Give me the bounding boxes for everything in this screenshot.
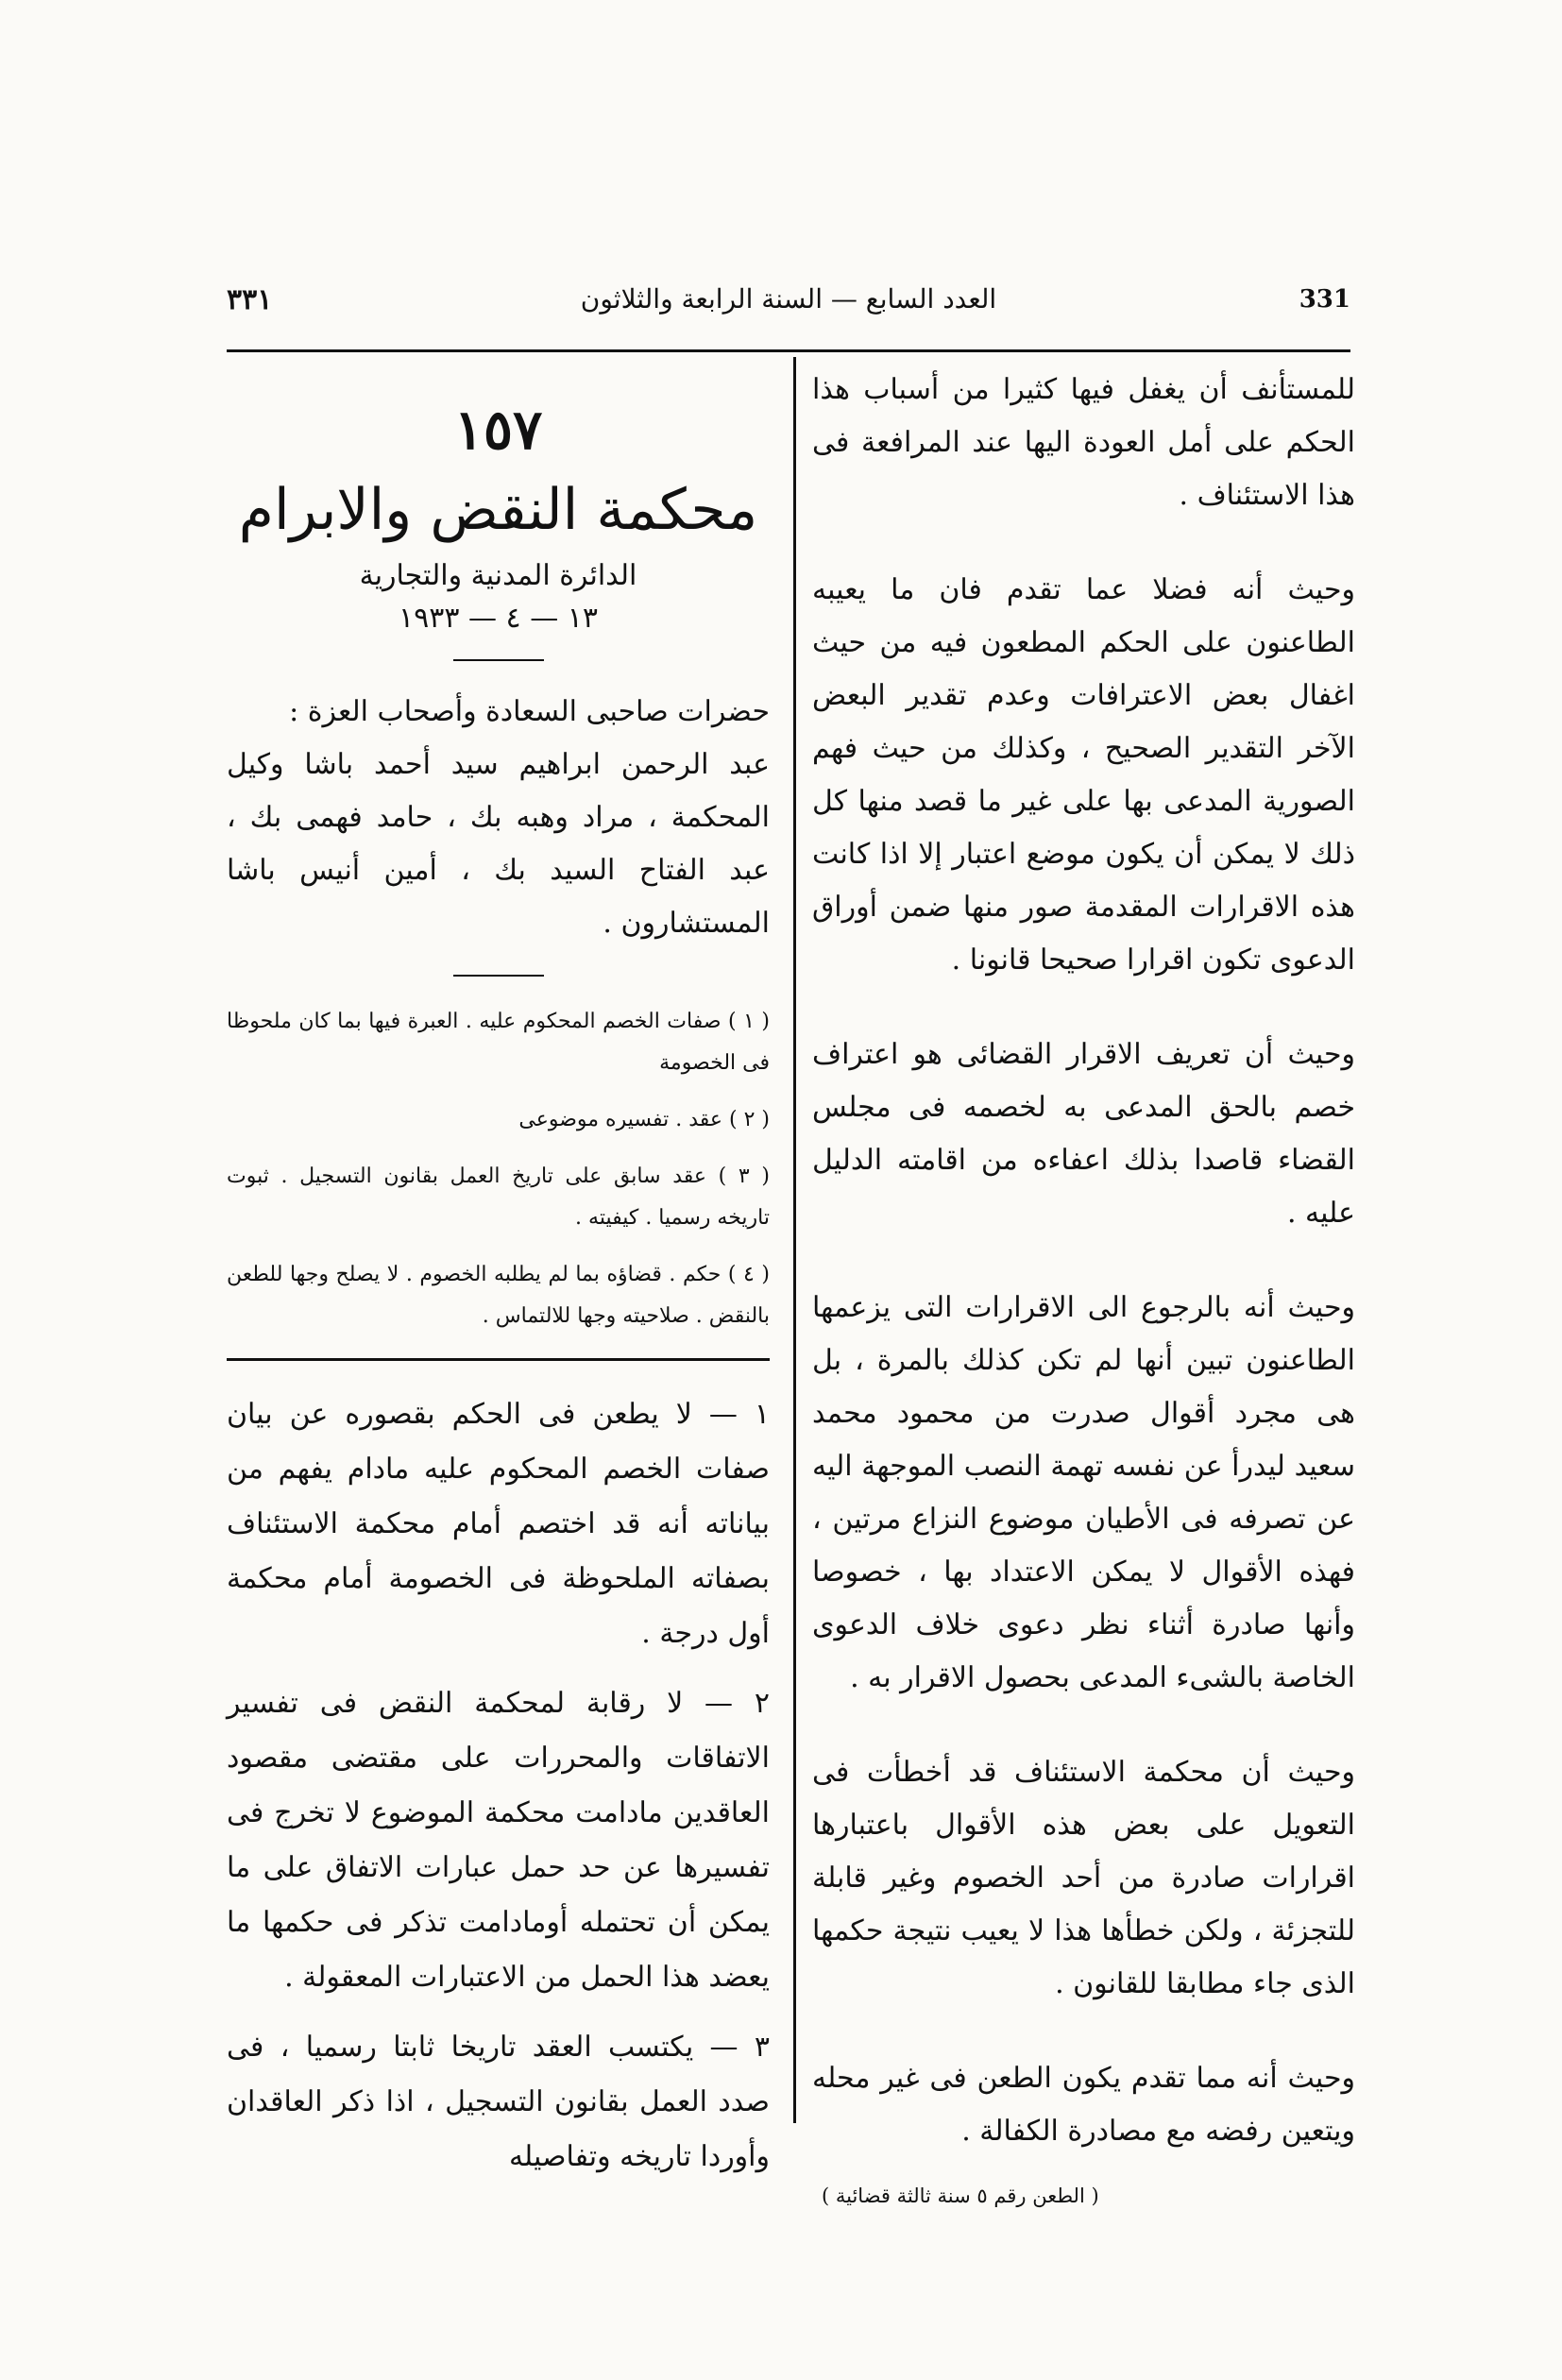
section-rule — [227, 1358, 770, 1361]
divider — [453, 659, 544, 661]
header-rule — [227, 349, 1350, 352]
headnote: ( ٤ ) حكم . قضاؤه بما لم يطلبه الخصوم . لا يصلح وجها للطعن بالنقض . صلاحيته وجها للالتماس . — [227, 1263, 771, 1328]
case-number: ١٥٧ — [453, 398, 543, 462]
bench-intro: حضرات صاحبى السعادة وأصحاب العزة : — [289, 695, 770, 728]
page-number-arabic: ٣٣١ — [227, 283, 273, 316]
holding: ٣ — يكتسب العقد تاريخا ثابتا رسميا ، فى صدد العمل بقانون التسجيل ، اذا ذكر العاقدان وأوردا تاريخه وتفاصيله — [227, 2031, 770, 2173]
holding: ١ — لا يطعن فى الحكم بقصوره عن بيان صفات الخصم المحكوم عليه مادام يفهم من بياناته أنه قد اختصم أمام محكمة الاستئناف بصفاته الملحوظة فى الخصومة أمام محكمة أول درجة . — [227, 1398, 770, 1650]
divider — [453, 975, 544, 977]
paragraph: وحيث أن محكمة الاستئناف قد أخطأت فى التعويل على بعض هذه الأقوال باعتبارها اقرارات صادرة من أحد الخصوم وغير قابلة للتجزئة ، ولكن خطأها هذا لا يعيب نتيجة حكمها الذى جاء مطابقا للقانون . — [812, 1756, 1355, 2000]
headnote: ( ١ ) صفات الخصم المحكوم عليه . العبرة فيها بما كان ملحوظا فى الخصومة — [227, 1010, 770, 1075]
court-name: محكمة النقض والابرام — [238, 477, 758, 543]
circuit-name: الدائرة المدنية والتجارية — [359, 559, 637, 592]
running-title: العدد السابع — السنة الرابعة والثلاثون — [580, 283, 997, 314]
bench-members: عبد الرحمن ابراهيم سيد أحمد باشا وكيل المحكمة ، مراد وهبه بك ، حامد فهمى بك ، عبد الفتاح السيد بك ، أمين أنيس باشا المستشارون . — [227, 748, 770, 940]
paragraph: وحيث أنه بالرجوع الى الاقرارات التى يزعمها الطاعنون تبين أنها لم تكن كذلك بالمرة ، بل هى مجرد أقوال صدرت من محمود محمد سعيد ليدرأ عن نفسه تهمة النصب الموجهة اليه عن تصرفه فى الأطيان موضوع النزاع مرتين ، فهذه الأقوال لا يمكن الاعتداد بها ، خصوصا وأنها صادرة أثناء نظر دعوى خلاف الدعوى الخاصة بالشىء المدعى بحصول الاقرار به . — [812, 1291, 1355, 1694]
case-footnote: ( الطعن رقم ٥ سنة ثالثة قضائية ) — [822, 2184, 1099, 2207]
paragraph: وحيث أن تعريف الاقرار القضائى هو اعتراف خصم بالحق المدعى به لخصمه فى مجلس القضاء قاصدا بذلك اعفاءه من اقامته الدليل عليه . — [812, 1038, 1355, 1230]
holding: ٢ — لا رقابة لمحكمة النقض فى تفسير الاتفاقات والمحررات على مقتضى مقصود العاقدين مادامت محكمة الموضوع لا تخرج فى تفسيرها عن حد حمل عبارات الاتفاق على ما يمكن أن تحتمله أومادامت تذكر فى حكمها ما يعضد هذا الحمل من الاعتبارات المعقولة . — [227, 1687, 770, 1994]
judgment-date: ١٣ — ٤ — ١٩٣٣ — [399, 602, 598, 635]
headnote: ( ٣ ) عقد سابق على تاريخ العمل بقانون التسجيل . ثبوت تاريخه رسميا . كيفيته . — [227, 1164, 770, 1230]
paragraph: للمستأنف أن يغفل فيها كثيرا من أسباب هذا الحكم على أمل العودة اليها عند المرافعة فى هذا الاستئناف . — [812, 373, 1355, 512]
page-number-latin: 331 — [1299, 285, 1350, 314]
page-header — [227, 283, 1350, 331]
column-divider — [793, 357, 796, 2123]
right-column — [812, 364, 1355, 2207]
left-column — [227, 397, 770, 2200]
headnote: ( ٢ ) عقد . تفسيره موضوعى — [518, 1108, 770, 1131]
paragraph: وحيث أنه مما تقدم يكون الطعن فى غير محله ويتعين رفضه مع مصادرة الكفالة . — [812, 2062, 1355, 2148]
paragraph: وحيث أنه فضلا عما تقدم فان ما يعيبه الطاعنون على الحكم المطعون فيه من حيث اغفال بعض الاعترافات وعدم تقدير البعض الآخر التقدير الصحيح ، وكذلك من حيث فهم الصورية المدعى بها على غير ما قصد منها كل ذلك لا يمكن أن يكون موضع اعتبار إلا اذا كانت هذه الاقرارات المقدمة صور منها ضمن أوراق الدعوى تكون اقرارا صحيحا قانونا . — [812, 573, 1355, 977]
